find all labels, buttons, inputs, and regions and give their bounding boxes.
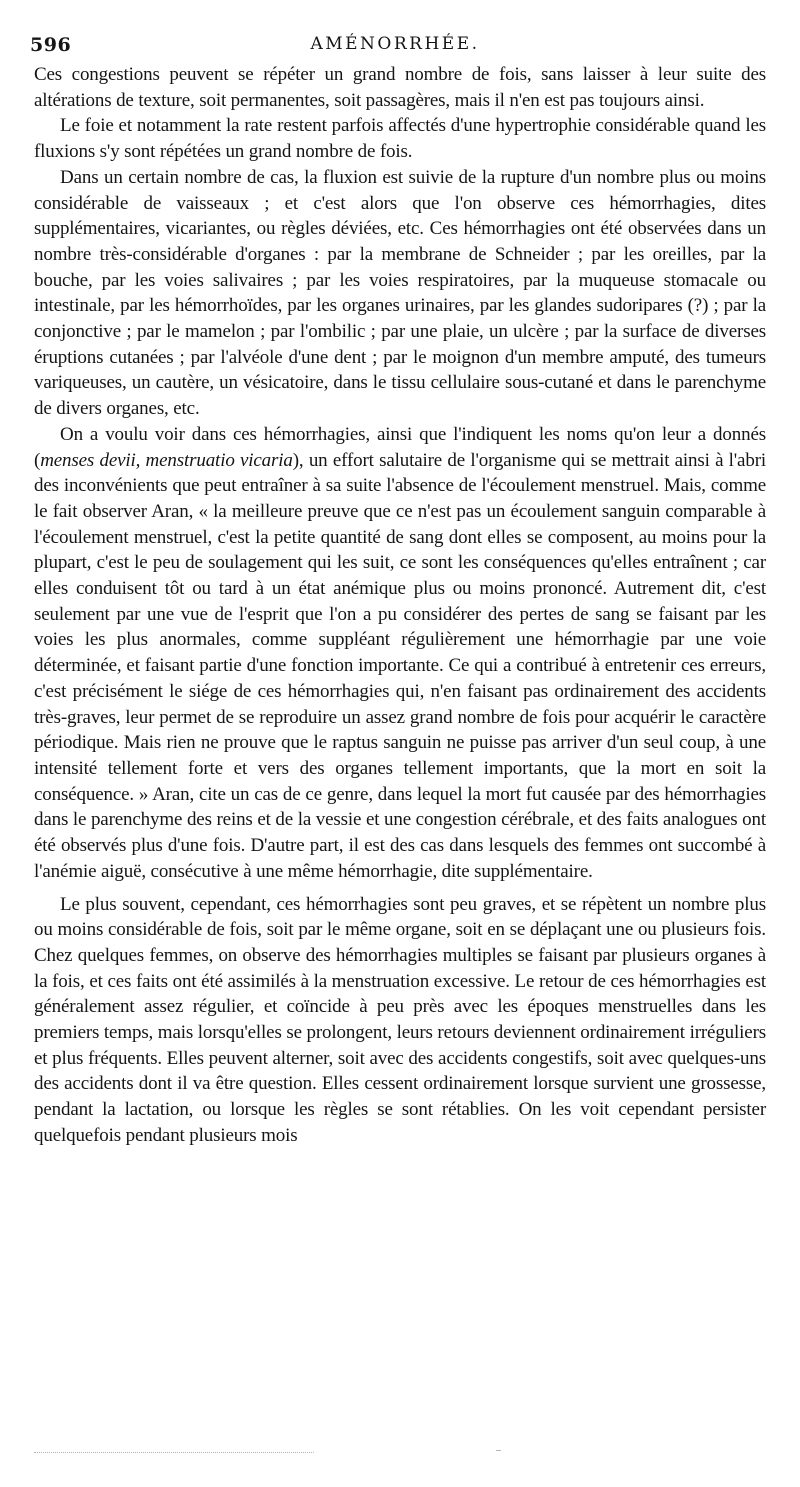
paragraph-text: ), un effort salutaire de l'organisme qui se mettrait ainsi à l'abri des inconvénients que peut entraîner à sa suite l'absence de l'écoulement menstruel. Mais, comme le fait observer Aran, « la meilleure preuve que ce n'est pas un écoulement sanguin comparable à l'écoulement menstruel, c'est la petite quantité de sang dont elles se composent, au moins pour la plupart, c'est le peu de soulagement qui les suit, ce sont les conséquences qu'elles entraînent ; car elles conduisent tôt ou tard à un état anémique plus ou moins prononcé. Autrement dit, c'est seulement par une vue de l'esprit que l'on a pu considérer des pertes de sang se faisant par les voies les plus anormales, comme suppléant régulièrement une hémorrhagie par une voie déterminée, et faisant partie d'une fonction importante. Ce qui a contribué à entretenir ces erreurs, c'est précisément le siége de ces hémorrhagies qui, n'en faisant pas ordinairement des accidents très-graves, leur permet de se reproduire un assez grand nombre de fois pour acquérir le caractère périodique. Mais rien ne prouve que le raptus sanguin ne puisse pas arriver d'un seul coup, à une intensité tellement forte et vers des organes tellement importants, que la mort en soit la conséquence. » Aran, cite un cas de ce genre, dans lequel la mort fut causée par des hémorrhagies dans le parenchyme des reins et de la vessie et une congestion cérébrale, et des faits analogues ont été observés plus d'une fois. D'autre part, il est des cas dans lesquels des femmes ont succombé à l'anémie aiguë, consécutive à une même hémorrhagie, dite supplémentaire.: [34, 449, 766, 882]
latin-terms: menses devii, menstruatio vicaria: [40, 449, 293, 471]
paragraph-congestions: Ces congestions peuvent se répéter un grand nombre de fois, sans laisser à leur suite des altérations de texture, soit permanentes, soit passagères, mais il n'en est pas toujours ainsi.: [34, 64, 766, 111]
paragraph-hemorrhagies-supplementaires: Dans un certain nombre de cas, la fluxion est suivie de la rupture d'un nombre plus ou moins considérable de vaisseaux ; et c'est alors que l'on observe ces hémorrhagies, dites supplémentaires, vicariantes, ou règles déviées, etc. Ces hémorrhagies ont été observées dans un nombre très-considérable d'organes : par la membrane de Schneider ; par les oreilles, par la bouche, par les voies salivaires ; par les voies respiratoires, par la muqueuse stomacale ou intestinale, par les hémorrhoïdes, par les organes urinaires, par les glandes sudoripares (?) ; par la conjonctive ; par le mamelon ; par l'ombilic ; par une plaie, un ulcère ; par la surface de diverses éruptions cutanées ; par l'alvéole d'une dent ; par le moignon d'un membre amputé, des tumeurs variqueuses, un cautère, un vésicatoire, dans le tissu cellulaire sous-cutané et dans le parenchyme de divers organes, etc.: [34, 166, 766, 420]
paragraph-text: On a voulu voir dans ces hémorrhagies, ainsi que l'indiquent les noms qu'on leur a donnés (: [34, 423, 766, 471]
paragraph-hypertrophie: Le foie et notamment la rate restent parfois affectés d'une hypertrophie considérable quand les fluxions s'y sont répétées un grand nombre de fois.: [34, 115, 766, 163]
body-text: [34, 62, 766, 1149]
footer-mark: [496, 1450, 501, 1451]
running-title: AMÉNORRHÉE.: [310, 34, 480, 54]
page-header: [30, 34, 760, 62]
footer-rule: [34, 1452, 314, 1453]
paragraph-peu-graves: Le plus souvent, cependant, ces hémorrhagies sont peu graves, et se répètent un nombre plus ou moins considérable de fois, soit par le même organe, soit en se déplaçant une ou plusieurs fois. Chez quelques femmes, on observe des hémorrhagies multiples se faisant par plusieurs organes à la fois, et ces faits ont été assimilés à la menstruation excessive. Le retour de ces hémorrhagies est généralement assez régulier, et coïncide à peu près avec les époques menstruelles dans les premiers temps, mais lorsqu'elles se prolongent, leurs retours deviennent ordinairement irréguliers et plus fréquents. Elles peuvent alterner, soit avec des accidents congestifs, soit avec quelques-uns des accidents dont il va être question. Elles cessent ordinairement lorsque survient une grossesse, pendant la lactation, ou lorsque les règles se sont rétablies. On les voit cependant persister quelquefois pendant plusieurs mois: [34, 893, 766, 1146]
paragraph-effort-salutaire: [34, 422, 766, 885]
page-number: 596: [30, 34, 72, 56]
